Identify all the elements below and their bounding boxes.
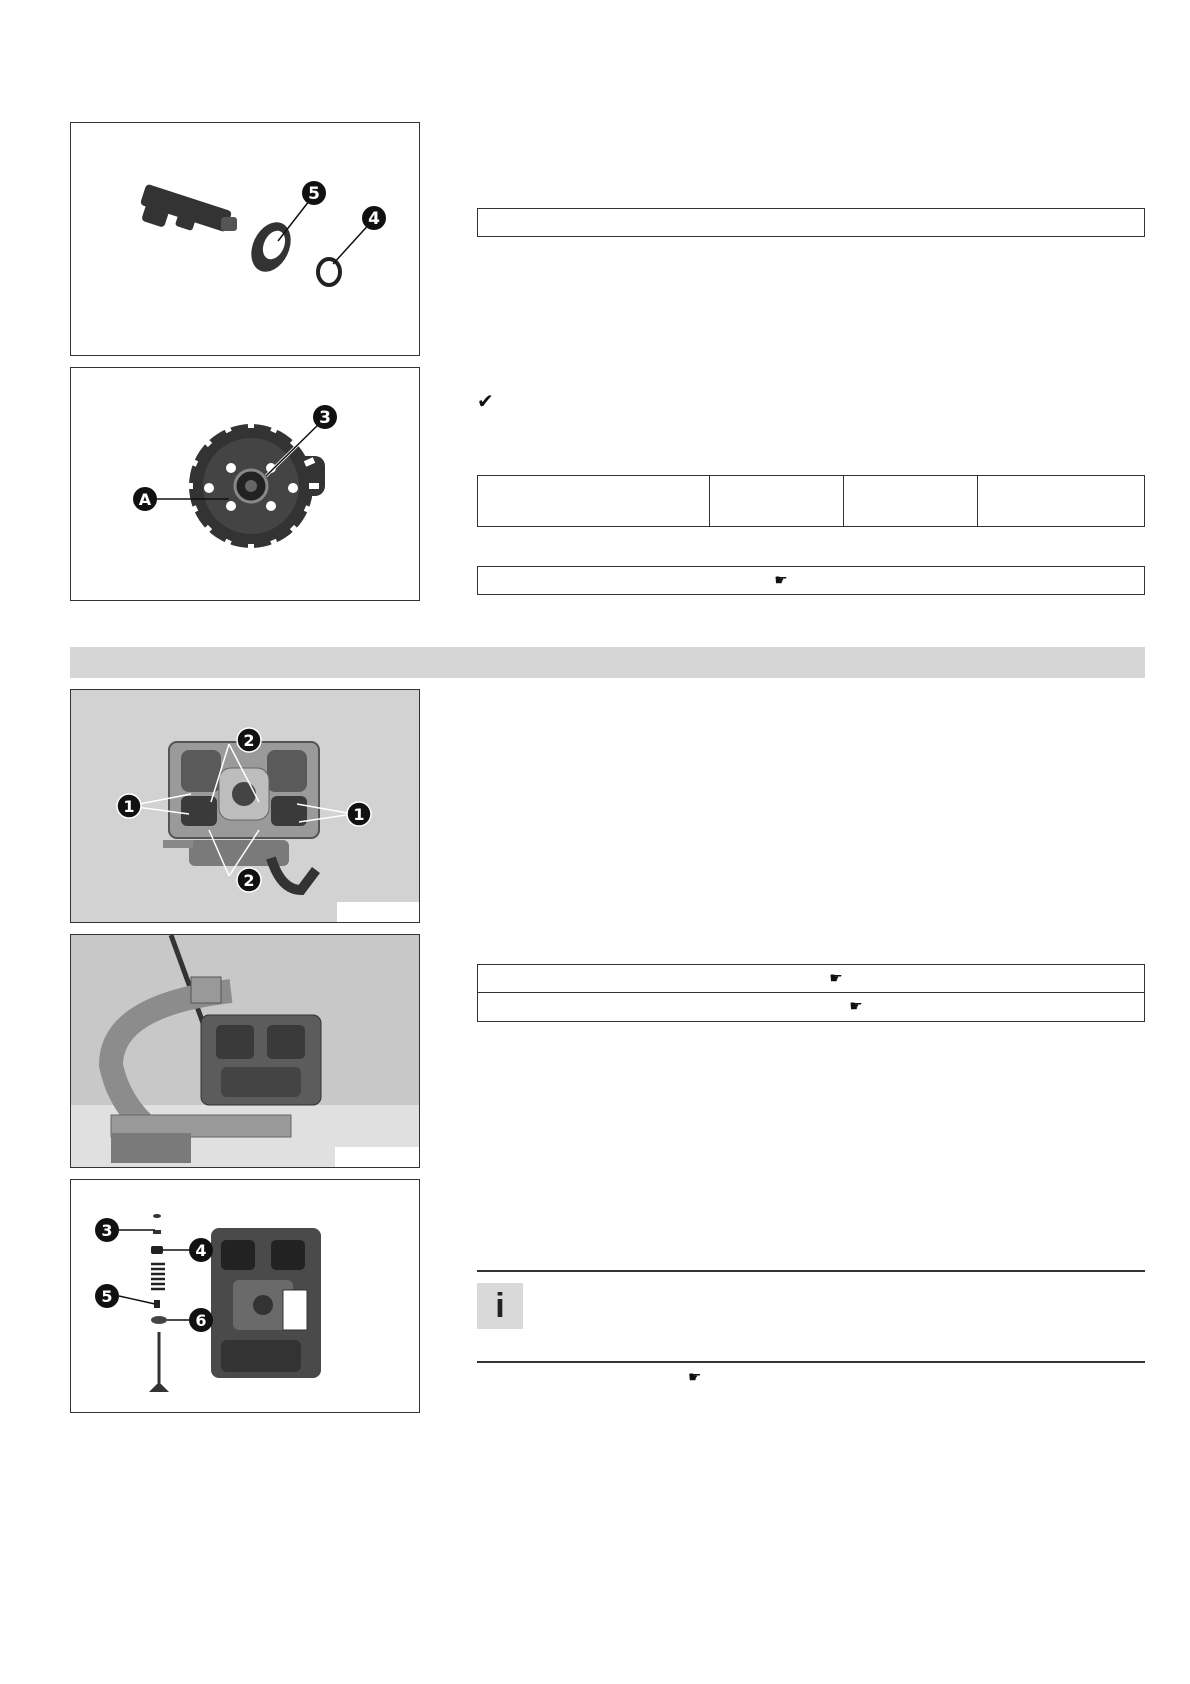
callout-3-label: 3 [319,408,331,428]
pointer-icon: ☛ [774,572,788,589]
figure-id-label-box [337,902,420,923]
callout-3-label-2: 3 [101,1221,113,1240]
figure-camshaft-seal [70,122,420,356]
callout-6-label: 6 [195,1311,207,1330]
callout-1-left-label: 1 [123,797,135,816]
callout-2-bottom-label: 2 [243,871,255,890]
figure-valve-components [70,1179,420,1413]
reference-box-3 [477,992,1145,1022]
figure-camshaft-gear [70,367,420,601]
info-icon [477,1283,523,1329]
callout-4-label-2: 4 [195,1241,207,1260]
figure-id-label-box-2 [335,1147,420,1168]
pointer-icon-2: ☛ [829,970,843,987]
spec-table-cell-2 [710,476,844,526]
camshaft-gear-illustration [71,368,420,601]
camshaft-seal-illustration [71,123,420,356]
spec-table [477,475,1145,527]
callout-5-label: 5 [308,184,320,204]
callout-1-right-label: 1 [353,805,365,824]
callout-2-top-label: 2 [243,731,255,750]
info-icon-glyph: i [495,1286,505,1325]
pointer-icon-4: ☛ [688,1369,702,1386]
callout-4-label: 4 [368,209,380,229]
valve-components-illustration [71,1180,420,1413]
spec-box-1 [477,208,1145,237]
check-icon: ✔ [477,391,494,413]
callout-A-label: A [138,490,152,509]
section-heading-bar [70,647,1145,678]
spec-table-cell-3 [844,476,978,526]
spec-table-cell-4 [978,476,1144,526]
figure-cylinder-head-top [70,689,420,923]
callout-5-label-2: 5 [101,1287,113,1306]
figure-valve-spring-compressor [70,934,420,1168]
reference-box-2 [477,964,1145,993]
cylinder-head-photo [71,690,420,923]
reference-box-1 [477,566,1145,595]
note-rule-top [477,1270,1145,1272]
note-rule-bottom [477,1361,1145,1363]
pointer-icon-3: ☛ [849,998,863,1015]
valve-compressor-photo [71,935,420,1168]
spec-table-cell-1 [478,476,710,526]
